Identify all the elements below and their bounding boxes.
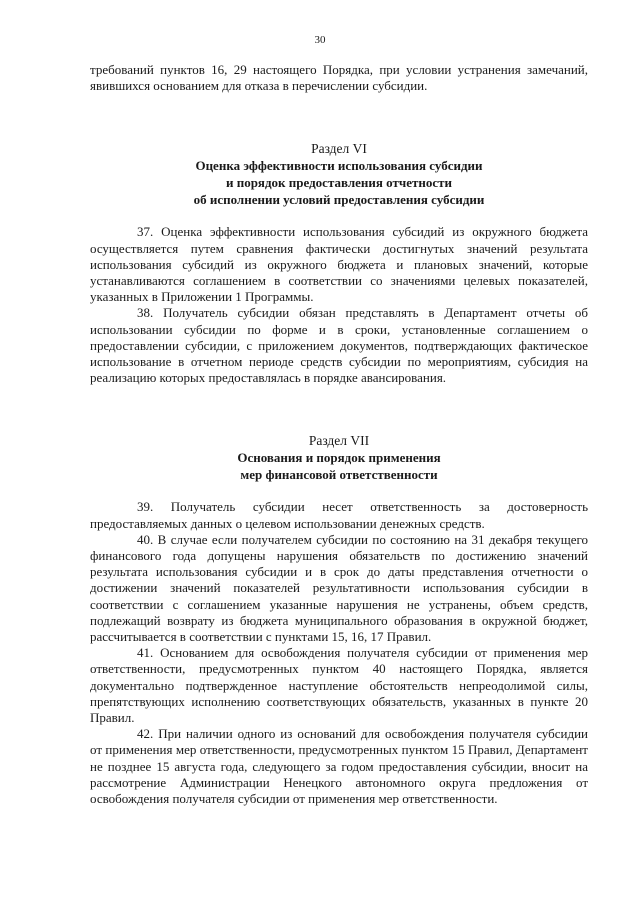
section-6 (90, 140, 588, 386)
section-7-label: Раздел VII (308, 433, 370, 449)
section-7-title-line-2: мер финансовой ответственности (240, 467, 438, 483)
page-number: 30 (314, 34, 326, 46)
paragraph-42: 42. При наличии одного из оснований для освобождения получателя субсидии от применения мер ответственности, предусмотренных пунктом 15 Правил, Департамент не позднее 15 августа года, следующего за годом предоставления субсидии, вносит на рассмотрение Администрации Ненецкого автономного округа предложения от освобождения получателя субсидии от применения мер ответственности. (90, 726, 588, 807)
section-6-title-line-3: об исполнении условий предоставления субсидии (193, 192, 485, 208)
paragraph-40: 40. В случае если получателем субсидии по состоянию на 31 декабря текущего финансового года допущены нарушения обязательств по достижению значений результата использования субсидии и в срок до даты представления отчетности о достижении значений показателей результативности использования субсидии в соответствии с соглашением указанные нарушения не устранены, объем средств, подлежащий возврату из бюджета муниципального образования в окружной бюджет, рассчитывается в соответствии с пунктами 15, 16, 17 Правил. (90, 531, 588, 645)
section-6-title-line-2: и порядок предоставления отчетности (225, 175, 453, 191)
paragraph-41: 41. Основанием для освобождения получателя субсидии от применения мер ответственности, предусмотренных пунктом 40 настоящего Порядка, является документально подтвержденное наступление обстоятельств непреодолимой силы, препятствующих исполнению соответствующих обязательств, указанных в пункте 20 Правил. (90, 645, 588, 726)
document-body (90, 62, 588, 807)
section-7-title-line-1: Основания и порядок применения (237, 450, 441, 466)
section-6-title-line-1: Оценка эффективности использования субсидии (195, 158, 483, 174)
section-7 (90, 432, 588, 807)
paragraph-37: 37. Оценка эффективности использования субсидий из окружного бюджета осуществляется путем сравнения фактически достигнутых значений результата использования субсидий из окружного бюджета и плановых значений, которые устанавливаются соглашением в соответствии со значениями целевых показателей, указанных в Приложении 1 Программы. (90, 224, 588, 305)
paragraph-38: 38. Получатель субсидии обязан представлять в Департамент отчеты об использовании субсидии по форме и в сроки, установленные соглашением о предоставлении субсидии, с приложением документов, подтверждающих фактическое использование в отчетном периоде средств субсидии по мероприятиям, субсидия на реализацию которых предоставлялась в порядке авансирования. (90, 305, 588, 386)
intro-paragraph: требований пунктов 16, 29 настоящего Порядка, при условии устранения замечаний, явившихся основанием для отказа в перечислении субсидии. (90, 62, 588, 94)
section-6-label: Раздел VI (311, 141, 367, 157)
paragraph-39: 39. Получатель субсидии несет ответственность за достоверность предоставляемых данных о целевом использовании денежных средств. (90, 499, 588, 531)
